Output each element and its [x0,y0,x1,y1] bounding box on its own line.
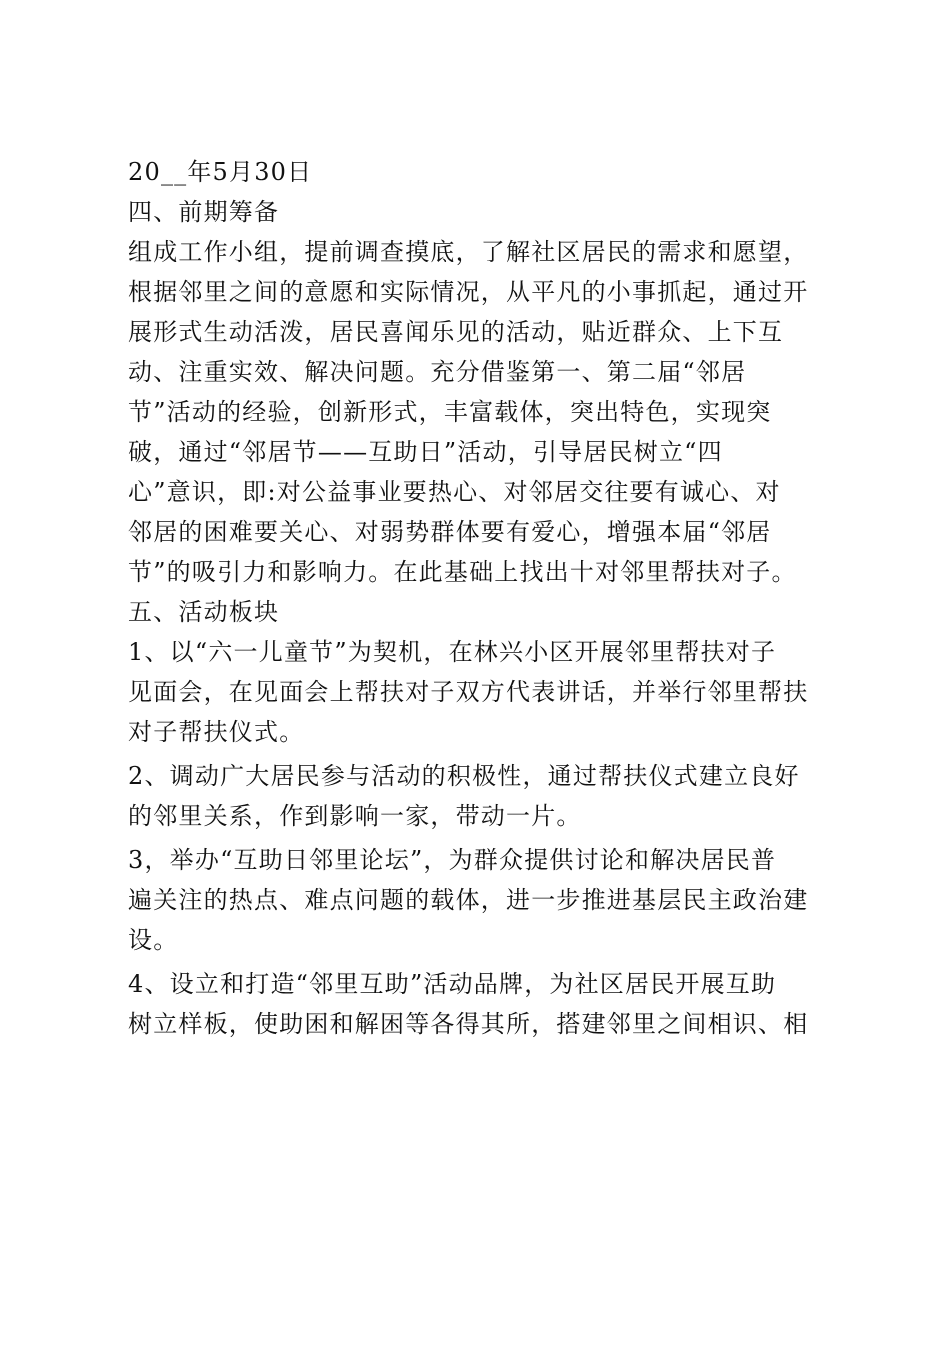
paragraph-line: 节”的吸引力和影响力。在此基础上找出十对邻里帮扶对子。 [128,558,797,586]
section5-heading: 五、活动板块 [128,598,280,626]
document-body [128,152,828,1044]
paragraph-line: 的邻里关系，作到影响一家，带动一片。 [128,802,582,830]
activity-item-2 [128,756,828,836]
paragraph-line: 4、设立和打造“邻里互助”活动品牌，为社区居民开展互助 [128,970,777,998]
paragraph-line: 树立样板，使助困和解困等各得其所，搭建邻里之间相识、相 [128,1010,809,1038]
paragraph-line: 邻居的困难要关心、对弱势群体要有爱心，增强本届“邻居 [128,518,772,546]
paragraph-line: 3，举办“互助日邻里论坛”，为群众提供讨论和解决居民普 [128,846,777,874]
paragraph-line: 对子帮扶仪式。 [128,718,305,746]
paragraph-line: 遍关注的热点、难点问题的载体，进一步推进基层民主政治建 [128,886,809,914]
date-line: 20__年5月30日 [128,158,313,186]
paragraph-line: 心”意识，即:对公益事业要热心、对邻居交往要有诚心、对 [128,478,781,506]
paragraph-line: 见面会，在见面会上帮扶对子双方代表讲话，并举行邻里帮扶 [128,678,809,706]
paragraph-line: 根据邻里之间的意愿和实际情况，从平凡的小事抓起，通过开 [128,278,809,306]
paragraph-line: 设。 [128,926,179,954]
paragraph-line: 展形式生动活泼，居民喜闻乐见的活动，贴近群众、上下互 [128,318,784,346]
activity-item-3 [128,840,828,960]
paragraph-line: 动、注重实效、解决问题。充分借鉴第一、第二届“邻居 [128,358,747,386]
section4-paragraph [128,232,828,592]
paragraph-line: 组成工作小组，提前调查摸底，了解社区居民的需求和愿望， [128,238,809,266]
paragraph-line: 节”活动的经验，创新形式，丰富载体，突出特色，实现突 [128,398,772,426]
paragraph-line: 1、以“六一儿童节”为契机，在林兴小区开展邻里帮扶对子 [128,638,777,666]
activity-item-4 [128,964,828,1044]
paragraph-line: 破，通过“邻居节——互助日”活动，引导居民树立“四 [128,438,723,466]
activity-item-1 [128,632,828,752]
paragraph-line: 2、调动广大居民参与活动的积极性，通过帮扶仪式建立良好 [128,762,800,790]
section4-heading: 四、前期筹备 [128,198,280,226]
